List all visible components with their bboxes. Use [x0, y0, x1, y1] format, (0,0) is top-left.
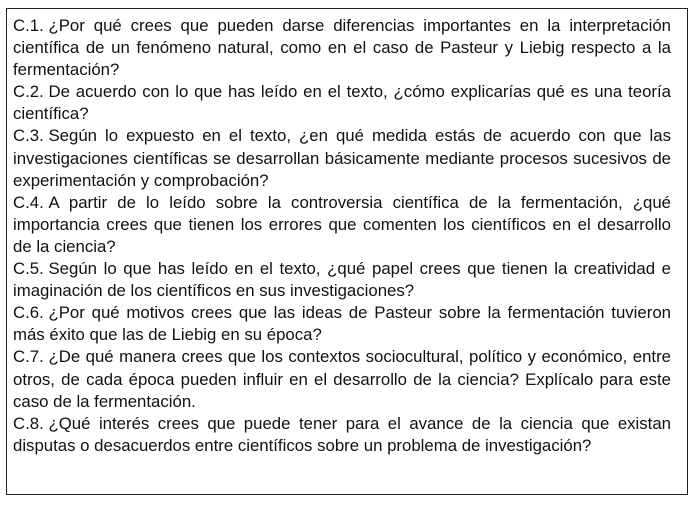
question-number: C.8.	[13, 413, 44, 433]
question-item	[13, 192, 671, 258]
question-item	[13, 81, 671, 125]
question-text: ¿Por qué motivos crees que las ideas de Pasteur sobre la fermentación tuvieron más éxito que las de Liebig en su época?	[13, 303, 671, 345]
question-number: C.3.	[13, 126, 44, 146]
question-text: ¿Qué interés crees que puede tener para el avance de la ciencia que existan disputas o desacuerdos entre científicos sobre un problema de investigación?	[13, 413, 671, 455]
question-number: C.7.	[13, 347, 44, 367]
question-text: Según lo que has leído en el texto, ¿qué papel crees que tienen la creatividad e imaginación de los científicos en sus investigaciones?	[13, 259, 671, 301]
question-item	[13, 413, 671, 457]
question-number: C.2.	[13, 82, 44, 102]
question-item	[13, 258, 671, 302]
question-item	[13, 15, 671, 81]
question-number: C.1.	[13, 16, 44, 35]
question-number: C.6.	[13, 303, 44, 323]
question-item	[13, 125, 671, 191]
question-text: ¿De qué manera crees que los contextos sociocultural, político y económico, entre otros, de cada época pueden influir en el desarrollo de la ciencia? Explícalo para este caso de la fermentación.	[13, 347, 671, 411]
question-text: ¿Por qué crees que pueden darse diferencias importantes en la interpretación científica de un fenómeno natural, como en el caso de Pasteur y Liebig respecto a la fermentación?	[13, 16, 671, 80]
question-text: De acuerdo con lo que has leído en el texto, ¿cómo explicarías qué es una teoría científica?	[13, 82, 671, 124]
question-list	[13, 15, 671, 457]
question-number: C.5.	[13, 259, 44, 279]
question-number: C.4.	[13, 192, 44, 212]
question-item	[13, 302, 671, 346]
question-text: A partir de lo leído sobre la controversia científica de la fermentación, ¿qué importancia crees que tienen los errores que comenten los científicos en el desarrollo de la ciencia?	[13, 192, 671, 256]
question-item	[13, 346, 671, 412]
question-text: Según lo expuesto en el texto, ¿en qué medida estás de acuerdo con que las investigaciones científicas se desarrollan básicamente mediante procesos sucesivos de experimentación y comprobación?	[13, 126, 671, 190]
